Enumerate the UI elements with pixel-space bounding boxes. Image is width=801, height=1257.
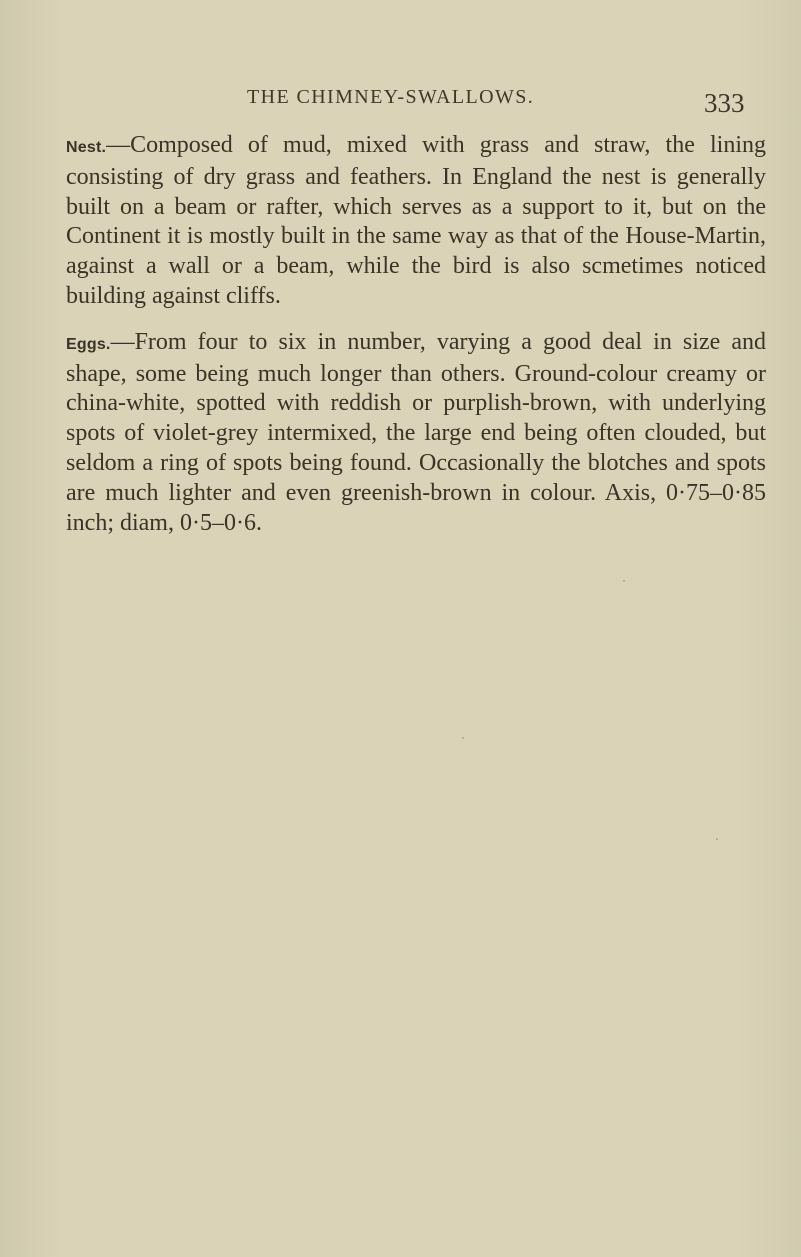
nest-dash: — xyxy=(106,132,131,158)
running-title: THE CHIMNEY-SWALLOWS. xyxy=(247,86,535,108)
nest-text: Composed of mud, mixed with grass and straw, the lining consisting of dry grass and feathers. In England the nest is generally built on a beam or rafter, which serves as a support to it, but on the Continent it is mostly built in the same way as that of the House-Martin, against a wall or a beam, while the bird is also scmetimes noticed building against cliffs. xyxy=(66,132,766,309)
eggs-paragraph xyxy=(66,328,766,539)
nest-paragraph xyxy=(66,131,766,312)
nest-heading: Nest. xyxy=(66,139,107,156)
eggs-dash: — xyxy=(110,328,135,355)
eggs-text: From four to six in number, varying a good deal in size and shape, some being much longer than others. Ground-colour creamy or china-white, spotted with reddish or purplish-brown, with underlying spots of violet-grey intermixed, the large end being often clouded, but seldom a ring of spots being found. Occasionally the blotches and spots are much lighter and even greenish-brown in colour. Axis, 0·75–0·85 inch; diam, 0·5–0·6. xyxy=(66,328,766,536)
running-head xyxy=(0,86,801,126)
paper-speck xyxy=(716,838,718,840)
paper-speck xyxy=(623,580,625,582)
eggs-heading: Eggs. xyxy=(66,335,111,353)
paper-speck xyxy=(462,737,464,739)
body-text xyxy=(66,131,766,538)
page-number: 333 xyxy=(704,88,745,118)
